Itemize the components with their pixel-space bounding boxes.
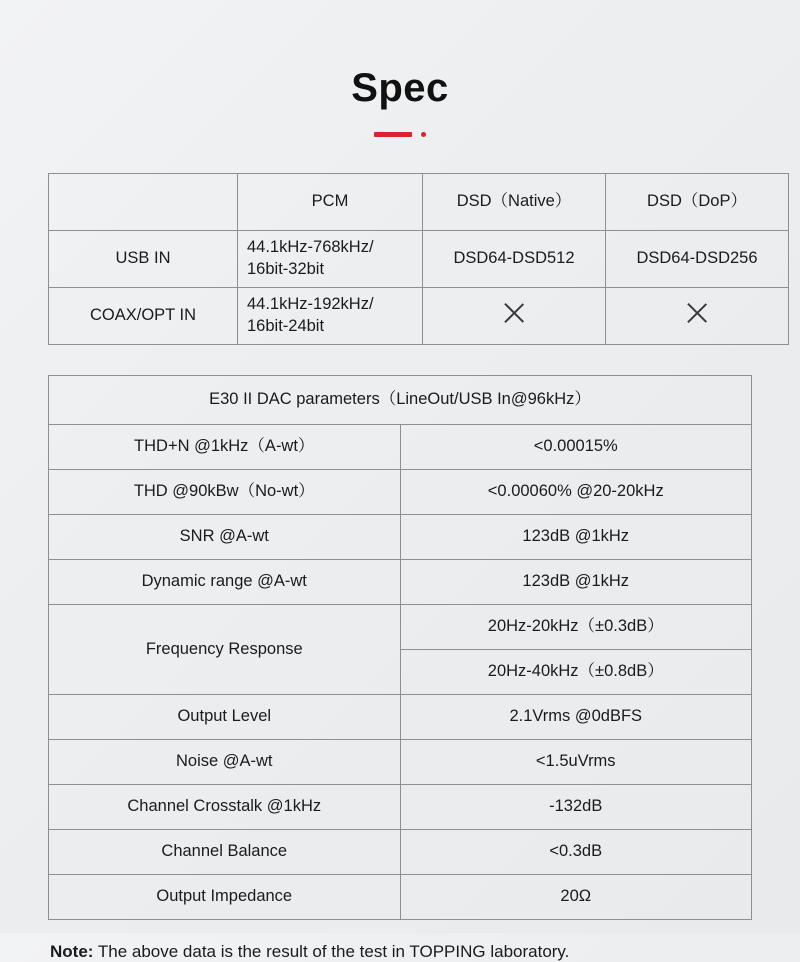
param-value-noise: <1.5uVrms	[400, 740, 752, 785]
table-row	[49, 425, 752, 470]
note-prefix: Note:	[50, 942, 94, 961]
underline-bar	[374, 132, 412, 137]
param-label-channel-crosstalk: Channel Crosstalk @1kHz	[49, 785, 401, 830]
cell-coax-dsd-dop	[606, 288, 789, 345]
params-header-row	[49, 376, 752, 425]
param-value-channel-crosstalk: -132dB	[400, 785, 752, 830]
param-value-frequency-response-2: 20Hz-40kHz（±0.8dB）	[400, 650, 752, 695]
param-value-snr: 123dB @1kHz	[400, 515, 752, 560]
row-label-usb-in: USB IN	[49, 231, 238, 288]
cell-coax-pcm-line2: 16bit-24bit	[247, 317, 325, 335]
param-label-thd: THD @90kBw（No-wt）	[49, 470, 401, 515]
column-header-dsd-dop: DSD（DoP）	[606, 174, 789, 231]
table-row	[49, 785, 752, 830]
param-label-frequency-response: Frequency Response	[49, 605, 401, 695]
cell-coax-pcm-line1: 44.1kHz-192kHz/	[247, 295, 374, 314]
cross-icon	[684, 300, 710, 326]
table-row	[49, 560, 752, 605]
param-label-snr: SNR @A-wt	[49, 515, 401, 560]
formats-corner-cell	[49, 174, 238, 231]
param-label-output-level: Output Level	[49, 695, 401, 740]
param-value-thdn: <0.00015%	[400, 425, 752, 470]
table-row	[49, 605, 752, 650]
param-value-thd: <0.00060% @20-20kHz	[400, 470, 752, 515]
param-value-channel-balance: <0.3dB	[400, 830, 752, 875]
cell-coax-pcm	[238, 288, 423, 345]
table-row	[49, 288, 789, 345]
row-label-coax-opt-in: COAX/OPT IN	[49, 288, 238, 345]
page-title: Spec	[351, 66, 449, 110]
param-label-noise: Noise @A-wt	[49, 740, 401, 785]
cell-usb-pcm-line1: 44.1kHz-768kHz/	[247, 238, 374, 257]
param-label-dynamic-range: Dynamic range @A-wt	[49, 560, 401, 605]
table-row	[49, 740, 752, 785]
table-header-row	[49, 174, 789, 231]
column-header-dsd-native: DSD（Native）	[423, 174, 606, 231]
cell-coax-dsd-native	[423, 288, 606, 345]
param-value-frequency-response-1: 20Hz-20kHz（±0.3dB）	[400, 605, 752, 650]
table-row	[49, 470, 752, 515]
cross-icon	[501, 300, 527, 326]
param-value-dynamic-range: 123dB @1kHz	[400, 560, 752, 605]
param-value-output-impedance: 20Ω	[400, 875, 752, 920]
param-label-thdn: THD+N @1kHz（A-wt）	[49, 425, 401, 470]
table-row	[49, 830, 752, 875]
table-row	[49, 875, 752, 920]
title-underline-decoration	[374, 132, 426, 137]
params-table-header: E30 II DAC parameters（LineOut/USB In@96kHz）	[49, 376, 752, 425]
note-body: The above data is the result of the test in TOPPING laboratory.	[93, 942, 570, 961]
formats-table	[48, 173, 789, 345]
params-table	[48, 375, 752, 920]
param-label-output-impedance: Output Impedance	[49, 875, 401, 920]
column-header-pcm: PCM	[238, 174, 423, 231]
table-row	[49, 515, 752, 560]
underline-dot	[421, 132, 426, 137]
cell-usb-pcm	[238, 231, 423, 288]
note-text	[48, 942, 752, 962]
cell-usb-dsd-dop: DSD64-DSD256	[606, 231, 789, 288]
param-value-output-level: 2.1Vrms @0dBFS	[400, 695, 752, 740]
formats-table-container	[48, 173, 758, 345]
cell-usb-dsd-native: DSD64-DSD512	[423, 231, 606, 288]
table-row	[49, 695, 752, 740]
param-label-channel-balance: Channel Balance	[49, 830, 401, 875]
cell-usb-pcm-line2: 16bit-32bit	[247, 260, 325, 278]
params-table-container	[48, 375, 752, 920]
table-row	[49, 231, 789, 288]
